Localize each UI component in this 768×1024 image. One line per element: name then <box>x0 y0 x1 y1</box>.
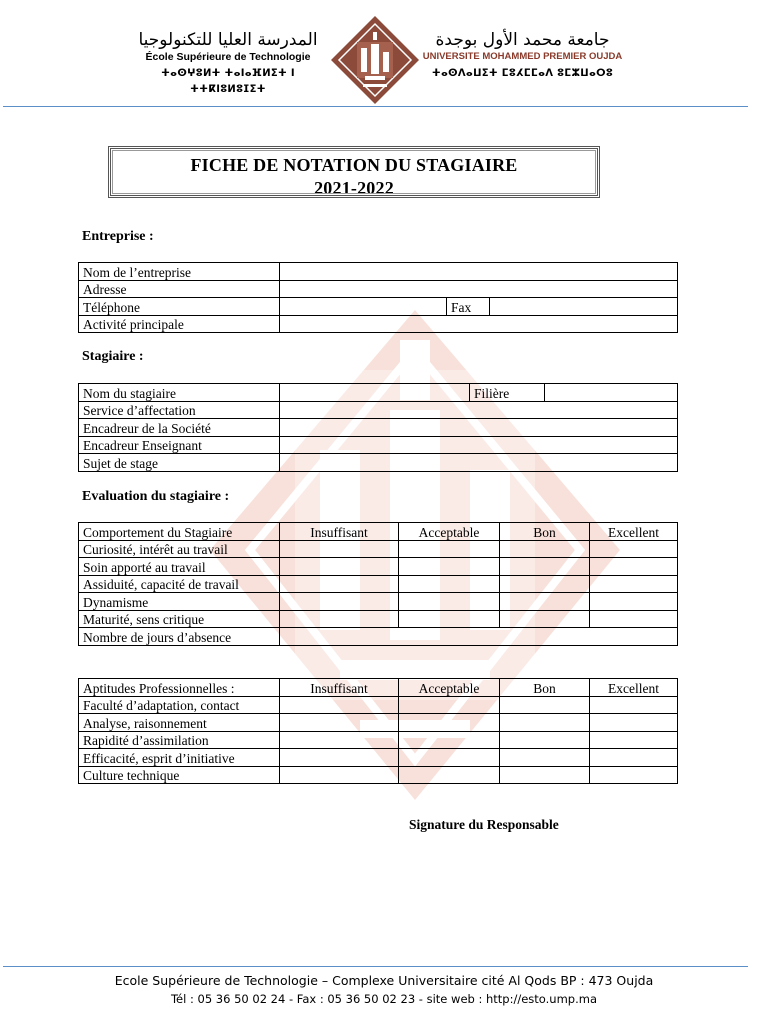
row-label: Activité principale <box>79 315 280 333</box>
program-field[interactable] <box>545 384 678 402</box>
column-header: Excellent <box>590 523 678 541</box>
grade-cell[interactable] <box>399 575 500 593</box>
grade-cell[interactable] <box>590 714 678 732</box>
column-header: Bon <box>500 679 590 697</box>
grade-cell[interactable] <box>280 696 399 714</box>
activity-field[interactable] <box>280 315 678 333</box>
header-divider <box>3 106 748 107</box>
grade-cell[interactable] <box>500 558 590 576</box>
page-footer <box>0 972 768 1008</box>
column-header: Acceptable <box>399 679 500 697</box>
column-header: Aptitudes Professionnelles : <box>79 679 280 697</box>
row-label: Téléphone <box>79 298 280 316</box>
criterion-label: Efficacité, esprit d’initiative <box>79 749 280 767</box>
grade-cell[interactable] <box>280 749 399 767</box>
university-name-arabic: جامعة محمد الأول بوجدة <box>435 30 610 50</box>
university-name-tifinagh: ⵜⴰⵙⴷⴰⵡⵉⵜ ⵎⵓⵃⵎⵎⴰⴷ ⵓⵎⵣⵡⴰⵔⵓ <box>431 68 614 79</box>
table-row <box>79 436 678 454</box>
table-row <box>79 401 678 419</box>
footer-address: Ecole Supérieure de Technologie – Complexe Universitaire cité Al Qods BP : 473 Oujda <box>114 973 654 988</box>
grade-cell[interactable] <box>590 593 678 611</box>
column-header: Acceptable <box>399 523 500 541</box>
grade-cell[interactable] <box>280 766 399 784</box>
grade-cell[interactable] <box>399 731 500 749</box>
table-row <box>79 263 678 281</box>
form-title-box <box>108 146 600 198</box>
grade-cell[interactable] <box>590 766 678 784</box>
table-row <box>79 419 678 437</box>
grade-cell[interactable] <box>500 575 590 593</box>
grade-cell[interactable] <box>500 714 590 732</box>
table-row <box>79 696 678 714</box>
criterion-label: Rapidité d’assimilation <box>79 731 280 749</box>
grade-cell[interactable] <box>500 540 590 558</box>
school-name-arabic: المدرسة العليا للتكنولوجيا <box>138 30 318 50</box>
grade-cell[interactable] <box>399 714 500 732</box>
section-heading-stagiaire: Stagiaire : <box>82 349 144 364</box>
grade-cell[interactable] <box>590 558 678 576</box>
criterion-label: Nombre de jours d’absence <box>79 628 280 646</box>
table-row <box>79 315 678 333</box>
table-row <box>79 454 678 472</box>
section-heading-entreprise: Entreprise : <box>82 229 154 244</box>
page-header <box>0 0 768 108</box>
grade-cell[interactable] <box>280 575 399 593</box>
grade-cell[interactable] <box>500 610 590 628</box>
row-label: Sujet de stage <box>79 454 280 472</box>
criterion-label: Analyse, raisonnement <box>79 714 280 732</box>
grade-cell[interactable] <box>590 731 678 749</box>
signature-label: Signature du Responsable <box>409 817 559 832</box>
grade-cell[interactable] <box>399 540 500 558</box>
column-header: Insuffisant <box>280 679 399 697</box>
table-row <box>79 298 678 316</box>
entreprise-table <box>78 262 678 333</box>
column-header: Comportement du Stagiaire <box>79 523 280 541</box>
behaviour-table <box>78 522 678 646</box>
grade-cell[interactable] <box>590 540 678 558</box>
grade-cell[interactable] <box>399 696 500 714</box>
grade-cell[interactable] <box>590 696 678 714</box>
criterion-label: Faculté d’adaptation, contact <box>79 696 280 714</box>
footer-divider <box>3 966 748 967</box>
grade-cell[interactable] <box>500 749 590 767</box>
grade-cell[interactable] <box>399 766 500 784</box>
address-field[interactable] <box>280 280 678 298</box>
row-label: Nom de l’entreprise <box>79 263 280 281</box>
grade-cell[interactable] <box>399 558 500 576</box>
grade-cell[interactable] <box>590 749 678 767</box>
grade-cell[interactable] <box>500 593 590 611</box>
university-name-french: UNIVERSITE MOHAMMED PREMIER OUJDA <box>422 51 623 62</box>
criterion-label: Assiduité, capacité de travail <box>79 575 280 593</box>
aptitudes-table <box>78 678 678 784</box>
table-row <box>79 610 678 628</box>
row-label: Fax <box>447 298 490 316</box>
table-row <box>79 558 678 576</box>
criterion-label: Dynamisme <box>79 593 280 611</box>
grade-cell[interactable] <box>399 749 500 767</box>
trainee-name-field[interactable] <box>280 384 470 402</box>
company-supervisor-field[interactable] <box>280 419 678 437</box>
internship-topic-field[interactable] <box>280 454 678 472</box>
grade-cell[interactable] <box>280 540 399 558</box>
section-heading-evaluation: Evaluation du stagiaire : <box>82 489 230 504</box>
column-header: Insuffisant <box>280 523 399 541</box>
row-label: Service d’affectation <box>79 401 280 419</box>
column-header: Bon <box>500 523 590 541</box>
grade-cell[interactable] <box>399 593 500 611</box>
grade-cell[interactable] <box>500 696 590 714</box>
table-row <box>79 731 678 749</box>
school-name-block <box>128 30 328 98</box>
row-label: Adresse <box>79 280 280 298</box>
fax-field[interactable] <box>490 298 678 316</box>
row-label: Filière <box>470 384 545 402</box>
grade-cell[interactable] <box>280 593 399 611</box>
table-row <box>79 593 678 611</box>
university-logo <box>329 14 421 106</box>
company-name-field[interactable] <box>280 263 678 281</box>
criterion-label: Maturité, sens critique <box>79 610 280 628</box>
grade-cell[interactable] <box>399 610 500 628</box>
grade-cell[interactable] <box>280 558 399 576</box>
criterion-label: Curiosité, intérêt au travail <box>79 540 280 558</box>
school-name-french: École Supérieure de Technologie <box>145 51 311 63</box>
university-name-block <box>420 30 625 82</box>
grade-cell[interactable] <box>590 610 678 628</box>
criterion-label: Culture technique <box>79 766 280 784</box>
table-row <box>79 749 678 767</box>
grade-cell[interactable] <box>500 731 590 749</box>
row-label: Nom du stagiaire <box>79 384 280 402</box>
row-label: Encadreur Enseignant <box>79 436 280 454</box>
table-header-row <box>79 679 678 697</box>
criterion-label: Soin apporté au travail <box>79 558 280 576</box>
table-row <box>79 628 678 646</box>
absence-days-field[interactable] <box>280 628 678 646</box>
grade-cell[interactable] <box>280 610 399 628</box>
grade-cell[interactable] <box>280 714 399 732</box>
footer-contact: Tél : 05 36 50 02 24 - Fax : 05 36 50 02 23 - site web : http://esto.ump.ma <box>170 992 597 1006</box>
academic-supervisor-field[interactable] <box>280 436 678 454</box>
grade-cell[interactable] <box>280 731 399 749</box>
table-header-row <box>79 523 678 541</box>
table-row <box>79 384 678 402</box>
service-field[interactable] <box>280 401 678 419</box>
column-header: Excellent <box>590 679 678 697</box>
grade-cell[interactable] <box>590 575 678 593</box>
row-label: Encadreur de la Société <box>79 419 280 437</box>
table-row <box>79 540 678 558</box>
school-name-tifinagh: ⵜⴰⵙⵖⵓⵍⵜ ⵜⴰⵏⴰⴼⵍⵉⵜ ⵏ ⵜⵜⴽⵏⵓⵍⵓⵊⵉⵜ <box>161 68 295 95</box>
form-title: FICHE DE NOTATION DU STAGIAIRE <box>190 155 518 175</box>
stagiaire-table <box>78 383 678 472</box>
table-row <box>79 766 678 784</box>
table-row <box>79 714 678 732</box>
academic-year: 2021-2022 <box>314 178 394 198</box>
grade-cell[interactable] <box>500 766 590 784</box>
table-row <box>79 280 678 298</box>
phone-field[interactable] <box>280 298 447 316</box>
table-row <box>79 575 678 593</box>
